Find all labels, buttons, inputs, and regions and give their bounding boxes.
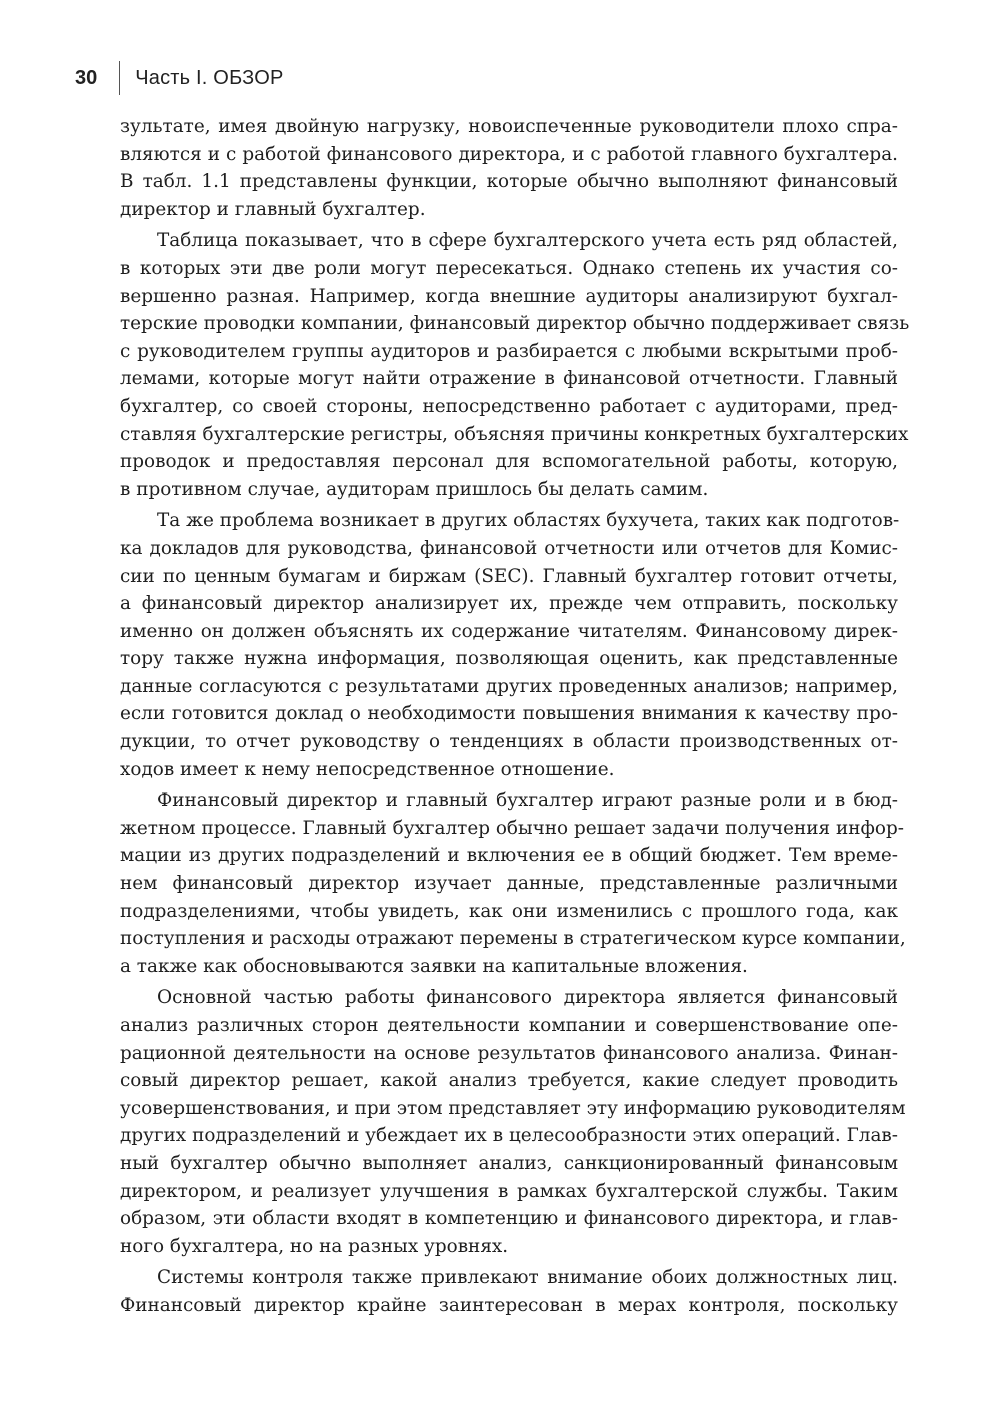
section-title: Часть I. ОБЗОР bbox=[135, 66, 284, 89]
text-line: нем финансовый директор изучает данные, представленные различными bbox=[120, 873, 898, 895]
text-line: поступления и расходы отражают перемены в стратегическом курсе компании, bbox=[120, 928, 906, 950]
text-line: Таблица показывает, что в сфере бухгалтерского учета есть ряд областей, bbox=[157, 230, 898, 252]
text-line: сии по ценным бумагам и биржам (SEC). Главный бухгалтер готовит отчеты, bbox=[120, 565, 898, 587]
text-line: бухгалтер, со своей стороны, непосредственно работает с аудиторами, пред- bbox=[120, 395, 898, 417]
text-line: дукции, то отчет руководству о тенденциях в области производственных от- bbox=[120, 731, 898, 753]
text-line: лемами, которые могут найти отражение в финансовой отчетности. Главный bbox=[120, 368, 898, 390]
text-line: тору также нужна информация, позволяющая оценить, как представленные bbox=[120, 648, 898, 670]
text-line: в которых эти две роли могут пересекаться. Однако степень их участия со- bbox=[120, 257, 898, 279]
page-number: 30 bbox=[75, 66, 98, 89]
text-line: других подразделений и убеждает их в целесообразности этих операций. Глав- bbox=[120, 1125, 898, 1147]
paragraph bbox=[120, 507, 898, 783]
text-line: зультате, имея двойную нагрузку, новоиспеченные руководители плохо спра- bbox=[120, 116, 898, 137]
text-line: данные согласуются с результатами других проведенных анализов; например, bbox=[120, 675, 898, 697]
running-head bbox=[75, 60, 284, 96]
text-line: с руководителем группы аудиторов и разбирается с любыми вскрытыми проб- bbox=[120, 340, 898, 362]
text-line: В табл. 1.1 представлены функции, которые обычно выполняют финансовый bbox=[120, 171, 898, 193]
text-line: если готовится доклад о необходимости повышения внимания к качеству про- bbox=[120, 703, 898, 725]
body-text bbox=[120, 113, 910, 1324]
text-line: усовершенствования, и при этом представляет эту информацию руководителям bbox=[120, 1097, 906, 1119]
text-line: а финансовый директор анализирует их, прежде чем отправить, поскольку bbox=[120, 593, 898, 615]
text-line: Финансовый директор и главный бухгалтер играют разные роли и в бюд- bbox=[157, 790, 898, 812]
text-line: директор и главный бухгалтер. bbox=[120, 198, 426, 220]
text-line: Системы контроля также привлекают внимание обоих должностных лиц. bbox=[157, 1267, 898, 1289]
text-line: вершенно разная. Например, когда внешние аудиторы анализируют бухгал- bbox=[120, 285, 898, 307]
text-line: директором, и реализует улучшения в рамках бухгалтерской службы. Таким bbox=[120, 1180, 898, 1202]
text-line: терские проводки компании, финансовый директор обычно поддерживает связь bbox=[120, 313, 910, 335]
text-line: совый директор решает, какой анализ требуется, какие следует проводить bbox=[120, 1070, 898, 1092]
text-line: в противном случае, аудиторам пришлось бы делать самим. bbox=[120, 478, 709, 500]
paragraph bbox=[120, 787, 906, 980]
paragraph bbox=[120, 113, 898, 223]
text-line: образом, эти области входят в компетенцию и финансового директора, и глав- bbox=[120, 1208, 898, 1230]
text-line: Та же проблема возникает в других областях бухучета, таких как подготов- bbox=[157, 510, 900, 532]
text-line: анализ различных сторон деятельности компании и совершенствование опе- bbox=[120, 1015, 898, 1036]
header-divider bbox=[119, 61, 120, 95]
text-line: ка докладов для руководства, финансовой отчетности или отчетов для Комис- bbox=[120, 537, 898, 559]
text-line: Основной частью работы финансового директора является финансовый bbox=[157, 987, 898, 1009]
text-line: проводок и предоставляя персонал для вспомогательной работы, которую, bbox=[120, 451, 898, 473]
text-line: а также как обосновываются заявки на капитальные вложения. bbox=[120, 955, 748, 977]
text-line: мации из других подразделений и включения ее в общий бюджет. Тем време- bbox=[120, 845, 898, 867]
text-line: ного бухгалтера, но на разных уровнях. bbox=[120, 1235, 509, 1257]
text-line: ставляя бухгалтерские регистры, объясняя причины конкретных бухгалтерских bbox=[120, 423, 909, 445]
text-line: вляются и с работой финансового директора, и с работой главного бухгалтера. bbox=[120, 143, 898, 165]
text-line: ходов имеет к нему непосредственное отношение. bbox=[120, 758, 615, 780]
text-line: ный бухгалтер обычно выполняет анализ, санкционированный финансовым bbox=[120, 1152, 898, 1174]
text-line: Финансовый директор крайне заинтересован в мерах контроля, поскольку bbox=[120, 1294, 898, 1316]
text-line: именно он должен объяснять их содержание читателям. Финансовому дирек- bbox=[120, 620, 898, 642]
paragraph bbox=[120, 984, 906, 1260]
text-line: жетном процессе. Главный бухгалтер обычно решает задачи получения инфор- bbox=[120, 817, 904, 839]
paragraph bbox=[120, 227, 910, 503]
paragraph bbox=[120, 1264, 898, 1319]
text-line: подразделениями, чтобы увидеть, как они изменились с прошлого года, как bbox=[120, 900, 898, 922]
text-line: рационной деятельности на основе результатов финансового анализа. Финан- bbox=[120, 1042, 898, 1064]
